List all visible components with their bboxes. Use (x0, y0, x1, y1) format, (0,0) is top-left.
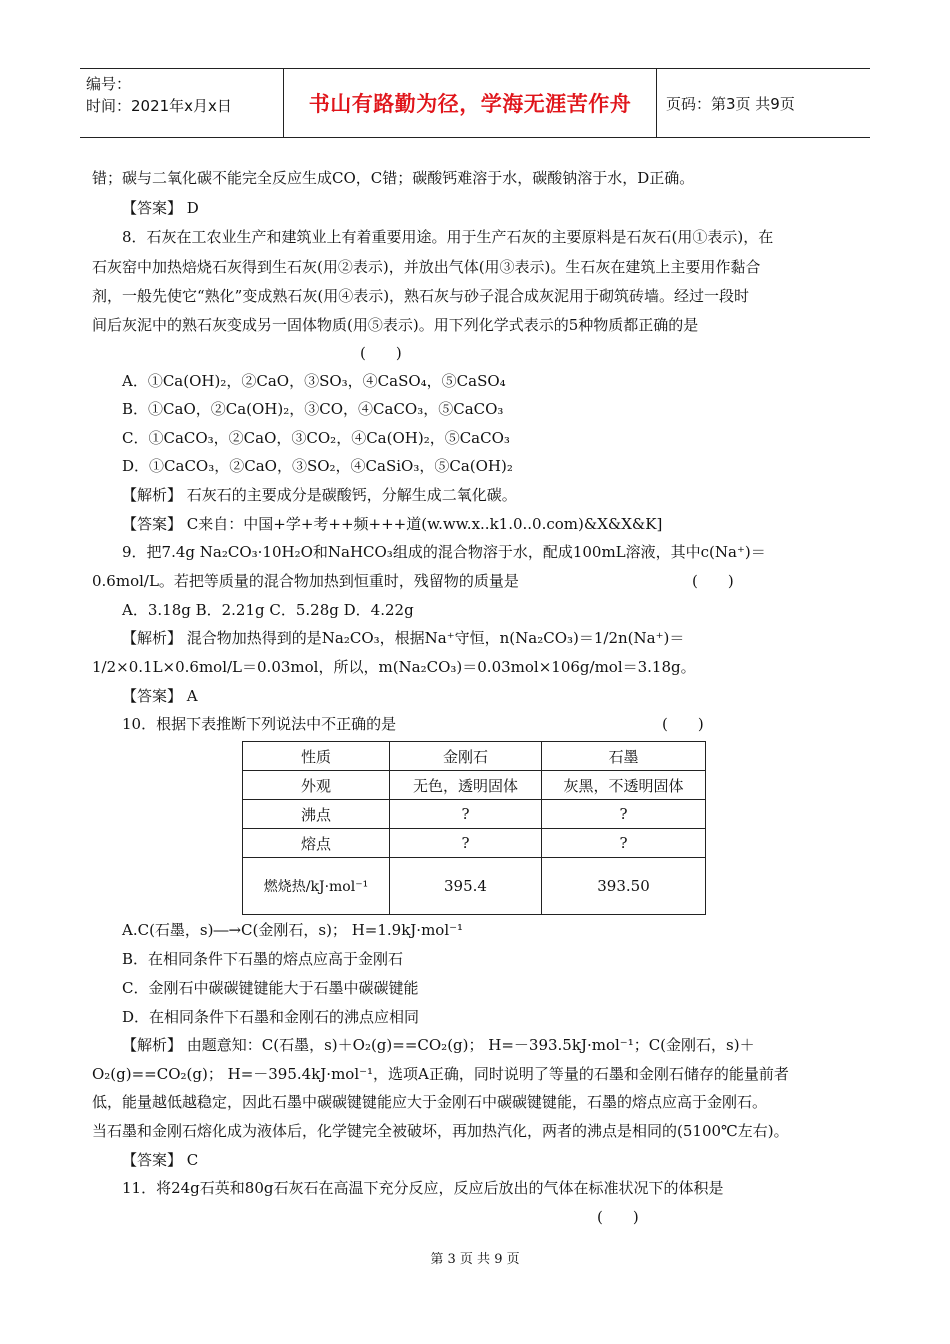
options-line: A．3.18g B．2.21g C．5.28g D．4.22g (122, 601, 414, 619)
table-cell: 外观 (243, 771, 390, 800)
option-d: D．①CaCO₃，②CaO，③SO₂，④CaSiO₃，⑤Ca(OH)₂ (122, 457, 513, 475)
question-8-line: 8．石灰在工农业生产和建筑业上有着重要用途。用于生产石灰的主要原料是石灰石(用①表示)，在 (122, 228, 774, 246)
table-cell: 395.4 (390, 858, 542, 915)
question-8-line: 剂，一般先使它“熟化”变成熟石灰(用④表示)，熟石灰与砂子混合成灰泥用于砌筑砖墙。经过一段时 (92, 287, 750, 305)
serial-label: 编号： (86, 75, 132, 93)
analysis-line: 1/2×0.1L×0.6mol/L＝0.03mol，所以，m(Na₂CO₃)＝0.03mol×106g/mol＝3.18g。 (92, 658, 696, 676)
table-row (243, 858, 706, 915)
option-a: A．①Ca(OH)₂，②CaO，③SO₃，④CaSO₄，⑤CaSO₄ (122, 372, 506, 390)
table-header-cell: 金刚石 (390, 742, 542, 771)
header-meta (86, 73, 232, 117)
analysis-line: 当石墨和金刚石熔化成为液体后，化学键完全被破坏，再加热汽化，两者的沸点是相同的(5100℃左右)。 (92, 1122, 789, 1140)
analysis-line: 低，能量越低越稳定，因此石墨中碳碳键键能应大于金刚石中碳碳键键能，石墨的熔点应高于金刚石。 (92, 1093, 768, 1111)
question-8-line: 间后灰泥中的熟石灰变成另一固体物质(用⑤表示)。用下列化学式表示的5种物质都正确的是 (92, 316, 699, 334)
option-d: D．在相同条件下石墨和金刚石的沸点应相同 (122, 1008, 420, 1026)
analysis-line: O₂(g)==CO₂(g)； H=－395.4kJ·mol⁻¹，选项A正确，同时说明了等量的石墨和金刚石储存的能量前者 (92, 1065, 789, 1083)
table-cell: 沸点 (243, 800, 390, 829)
header-divider (283, 69, 284, 137)
table-row (243, 771, 706, 800)
table-cell: 无色，透明固体 (390, 771, 542, 800)
analysis-line: 【解析】 石灰石的主要成分是碳酸钙，分解生成二氧化碳。 (122, 486, 517, 504)
analysis-line: 【解析】 混合物加热得到的是Na₂CO₃，根据Na⁺守恒，n(Na₂CO₃)＝1/2n(Na⁺)＝ (122, 629, 685, 647)
table-cell: 熔点 (243, 829, 390, 858)
header-divider (656, 69, 657, 137)
table-cell: 灰黑，不透明固体 (542, 771, 706, 800)
answer-line: 【答案】 C来自：中国+学+考++频+++道(w.ww.x..k1.0..0.com)&X&X&K] (122, 515, 663, 533)
question-8-line: 石灰窑中加热焙烧石灰得到生石灰(用②表示)，并放出气体(用③表示)。生石灰在建筑上主要用作黏合 (92, 258, 761, 276)
option-b: B．①CaO，②Ca(OH)₂，③CO，④CaCO₃，⑤CaCO₃ (122, 400, 504, 418)
header-motto: 书山有路勤为径，学海无涯苦作舟 (308, 92, 632, 116)
answer-blank: ( ) (597, 1208, 639, 1226)
option-c: C．①CaCO₃，②CaO，③CO₂，④Ca(OH)₂，⑤CaCO₃ (122, 429, 510, 447)
date-label: 时间：2021年x月x日 (86, 97, 232, 115)
table-header-row (243, 742, 706, 771)
table-cell: 燃烧热/kJ·mol⁻¹ (243, 858, 390, 915)
page-footer: 第 3 页 共 9 页 (430, 1252, 520, 1267)
table-header-cell: 石墨 (542, 742, 706, 771)
table-cell: ? (390, 800, 542, 829)
answer-blank: ( ) (662, 715, 704, 733)
table-cell: ? (542, 800, 706, 829)
header-page-label: 页码：第3页 共9页 (666, 94, 795, 113)
property-table (242, 741, 706, 915)
answer-line: 【答案】 C (122, 1151, 199, 1169)
answer-blank: ( ) (360, 344, 402, 362)
answer-blank: ( ) (692, 572, 734, 590)
answer-line: 【答案】 A (122, 687, 198, 705)
answer-line: 【答案】 D (122, 199, 199, 217)
table-header-cell: 性质 (243, 742, 390, 771)
option-a: A.C(石墨，s)―→C(金刚石，s)； H=1.9kJ·mol⁻¹ (122, 921, 464, 939)
option-c: C．金刚石中碳碳键键能大于石墨中碳碳键能 (122, 979, 419, 997)
analysis-line: 【解析】 由题意知：C(石墨，s)＋O₂(g)==CO₂(g)； H=－393.5kJ·mol⁻¹；C(金刚石，s)＋ (122, 1036, 755, 1054)
table-cell: 393.50 (542, 858, 706, 915)
table-cell: ? (542, 829, 706, 858)
table-row (243, 829, 706, 858)
question-10-line: 10．根据下表推断下列说法中不正确的是 (122, 715, 397, 733)
page-header (80, 68, 870, 138)
question-9-line: 9．把7.4g Na₂CO₃·10H₂O和NaHCO₃组成的混合物溶于水，配成100mL溶液，其中c(Na⁺)＝ (122, 543, 766, 561)
text-line: 错；碳与二氧化碳不能完全反应生成CO，C错；碳酸钙难溶于水，碳酸钠溶于水，D正确。 (92, 169, 695, 187)
table-cell: ? (390, 829, 542, 858)
question-9-line: 0.6mol/L。若把等质量的混合物加热到恒重时，残留物的质量是 (92, 572, 519, 590)
option-b: B．在相同条件下石墨的熔点应高于金刚石 (122, 950, 404, 968)
table-row (243, 800, 706, 829)
question-11-line: 11．将24g石英和80g石灰石在高温下充分反应，反应后放出的气体在标准状况下的体积是 (122, 1179, 724, 1197)
